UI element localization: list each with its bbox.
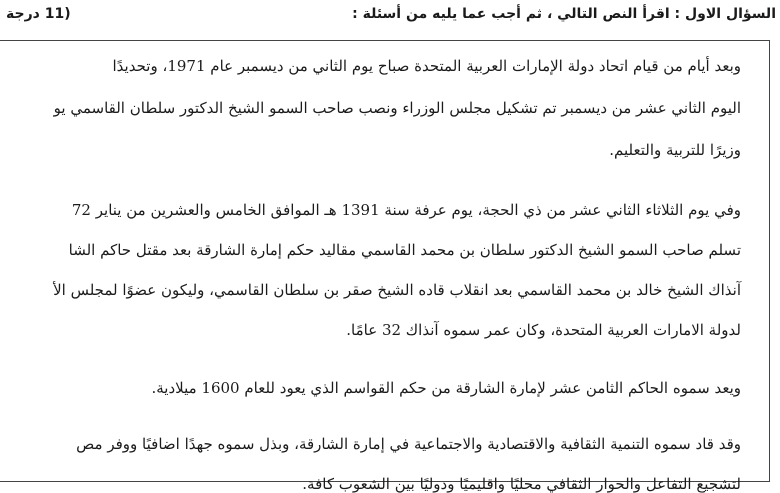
question-marks: (11 درجة xyxy=(6,6,71,22)
passage-line-5: تسلم صاحب السمو الشيخ الدكتور سلطان بن محمد القاسمي مقاليد حكم إمارة الشارقة بعد مقتل حاكم الشا xyxy=(68,241,741,259)
passage-line-9: وقد قاد سموه التنمية الثقافية والاقتصادية والاجتماعية في إمارة الشارقة، وبذل سموه جهدًا اضافيًا ووفر مص xyxy=(76,435,741,453)
question-header xyxy=(0,0,780,40)
passage-line-2: اليوم الثاني عشر من ديسمبر تم تشكيل مجلس الوزراء ونصب صاحب السمو الشيخ الدكتور سلطان القاسمي يو xyxy=(53,99,741,117)
passage-line-1: وبعد أيام من قيام اتحاد دولة الإمارات العربية المتحدة صباح يوم الثاني من ديسمبر عام 1971، وتحديدًا xyxy=(112,57,741,75)
passage-line-7: لدولة الامارات العربية المتحدة، وكان عمر سموه آنذاك 32 عامًا. xyxy=(346,321,741,339)
question-title: السؤال الاول : اقرأ النص التالي ، ثم أجب عما يليه من أسئلة : xyxy=(352,6,776,22)
reading-passage-box xyxy=(0,40,770,493)
passage-line-10: لتشجيع التفاعل والحوار الثقافي محليًا واقليميًا ودوليًا بين الشعوب كافة. xyxy=(302,475,741,493)
passage-line-8: ويعد سموه الحاكم الثامن عشر لإمارة الشارقة من حكم القواسم الذي يعود للعام 1600 ميلادية. xyxy=(151,379,741,397)
passage-line-6: آنذاك الشيخ خالد بن محمد القاسمي بعد انقلاب قاده الشيخ صقر بن سلطان القاسمي، وليكون عضوًا لمجلس الأ xyxy=(53,281,741,299)
passage-line-4: وفي يوم الثلاثاء الثاني عشر من ذي الحجة، يوم عرفة سنة 1391 هـ الموافق الخامس والعشرين من يناير 72 xyxy=(71,201,741,219)
passage-line-3: وزيرًا للتربية والتعليم. xyxy=(609,141,741,159)
